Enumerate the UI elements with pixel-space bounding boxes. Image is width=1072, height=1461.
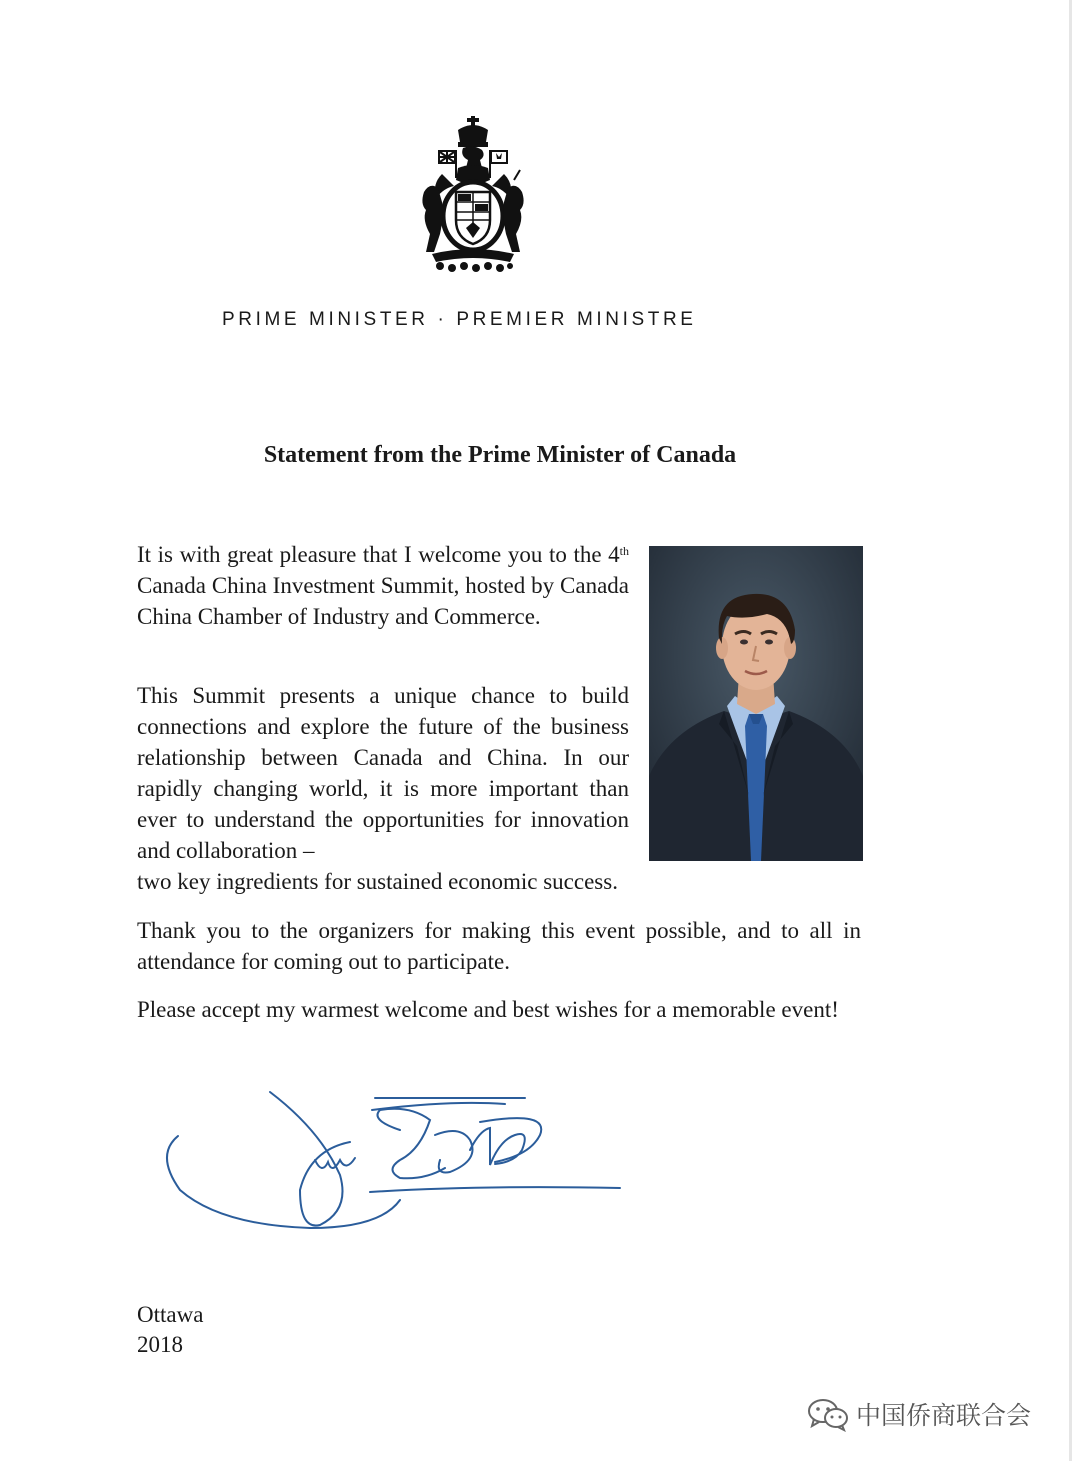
paragraph-1-end: Canada China Investment Summit, hosted by Canada China Chamber of Industry and Commerce. xyxy=(137,573,629,629)
coat-of-arms-icon xyxy=(418,116,528,274)
statement-paragraph-1 xyxy=(137,539,629,632)
statement-paragraph-2: This Summit presents a unique chance to build connections and explore the future of the business relationship between Canada and China. In our rapidly changing world, it is more important than ever to understand the opportunities for innovation and collaboration – xyxy=(137,683,629,863)
ordinal-suffix: th xyxy=(619,544,629,558)
paragraph-1-start: It is with great pleasure that I welcome you to the 4 xyxy=(137,542,620,567)
closing-place: Ottawa xyxy=(137,1302,204,1327)
wechat-watermark xyxy=(806,1394,1031,1434)
statement-paragraph-4: Please accept my warmest welcome and best wishes for a memorable event! xyxy=(137,997,839,1022)
closing-block xyxy=(137,1300,203,1360)
statement-title: Statement from the Prime Minister of Canada xyxy=(263,442,737,468)
handwritten-signature-icon xyxy=(150,1080,640,1240)
wechat-icon xyxy=(806,1396,850,1432)
statement-paragraph-3: Thank you to the organizers for making this event possible, and to all in attendance for coming out to participate. xyxy=(137,918,861,974)
watermark-text: 中国侨商联合会 xyxy=(856,1401,1032,1430)
office-header: PRIME MINISTER · PREMIER MINISTRE xyxy=(222,309,697,330)
statement-paragraph-2-last-line: two key ingredients for sustained economic success. xyxy=(137,869,618,894)
portrait-photo-icon xyxy=(649,546,863,861)
closing-year: 2018 xyxy=(137,1332,183,1357)
